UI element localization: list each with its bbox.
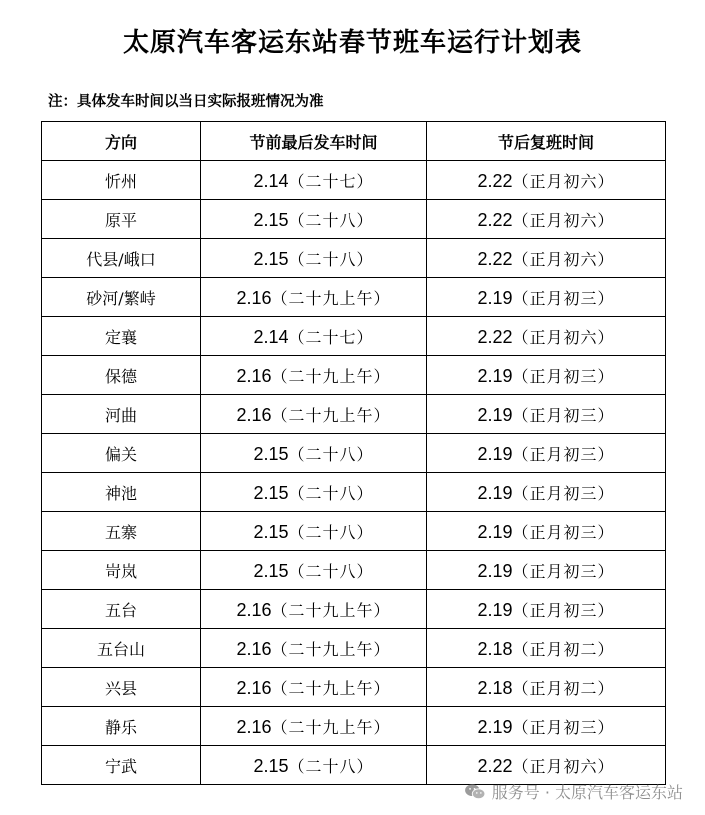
cell-last-departure bbox=[201, 200, 427, 239]
last-departure-date: 2.16 bbox=[236, 365, 272, 386]
cell-direction: 五台山 bbox=[42, 629, 201, 668]
last-departure-lunar: （二十九上午） bbox=[271, 600, 391, 620]
watermark-text: 服务号 · 太原汽车客运东站 bbox=[491, 783, 683, 802]
cell-last-departure bbox=[201, 317, 427, 356]
note-text: 注：具体发车时间以当日实际报班情况为准 bbox=[48, 93, 324, 110]
cell-last-departure bbox=[201, 746, 427, 785]
cell-last-departure bbox=[201, 629, 427, 668]
cell-direction: 五寨 bbox=[42, 512, 201, 551]
last-departure-date: 2.16 bbox=[236, 599, 272, 620]
last-departure-lunar: （二十八） bbox=[288, 756, 374, 776]
table-row bbox=[42, 356, 666, 395]
last-departure-date: 2.16 bbox=[236, 716, 272, 737]
resume-lunar: （正月初三） bbox=[512, 405, 615, 425]
resume-date: 2.19 bbox=[477, 443, 513, 464]
cell-last-departure bbox=[201, 395, 427, 434]
last-departure-lunar: （二十九上午） bbox=[271, 639, 391, 659]
table-row bbox=[42, 434, 666, 473]
cell-direction: 原平 bbox=[42, 200, 201, 239]
last-departure-date: 2.16 bbox=[236, 638, 272, 659]
table-row bbox=[42, 239, 666, 278]
watermark bbox=[464, 780, 683, 803]
cell-resume-time bbox=[427, 512, 666, 551]
cell-last-departure bbox=[201, 434, 427, 473]
last-departure-date: 2.15 bbox=[253, 443, 289, 464]
resume-lunar: （正月初三） bbox=[512, 288, 615, 308]
table-row bbox=[42, 161, 666, 200]
last-departure-lunar: （二十八） bbox=[288, 483, 374, 503]
last-departure-lunar: （二十九上午） bbox=[271, 288, 391, 308]
resume-date: 2.18 bbox=[477, 638, 513, 659]
cell-direction: 砂河/繁峙 bbox=[42, 278, 201, 317]
cell-last-departure bbox=[201, 239, 427, 278]
cell-direction: 神池 bbox=[42, 473, 201, 512]
last-departure-lunar: （二十九上午） bbox=[271, 366, 391, 386]
resume-lunar: （正月初三） bbox=[512, 366, 615, 386]
cell-resume-time bbox=[427, 317, 666, 356]
last-departure-date: 2.14 bbox=[253, 326, 289, 347]
cell-resume-time bbox=[427, 551, 666, 590]
schedule-table bbox=[41, 121, 666, 785]
cell-direction: 定襄 bbox=[42, 317, 201, 356]
resume-date: 2.19 bbox=[477, 365, 513, 386]
last-departure-date: 2.16 bbox=[236, 677, 272, 698]
cell-last-departure bbox=[201, 590, 427, 629]
last-departure-lunar: （二十九上午） bbox=[271, 717, 391, 737]
cell-direction: 河曲 bbox=[42, 395, 201, 434]
resume-date: 2.19 bbox=[477, 560, 513, 581]
cell-direction: 代县/峨口 bbox=[42, 239, 201, 278]
page-title: 太原汽车客运东站春节班车运行计划表 bbox=[122, 28, 582, 58]
cell-resume-time bbox=[427, 395, 666, 434]
cell-direction: 静乐 bbox=[42, 707, 201, 746]
table-row bbox=[42, 629, 666, 668]
last-departure-lunar: （二十九上午） bbox=[271, 405, 391, 425]
resume-date: 2.22 bbox=[477, 755, 513, 776]
resume-date: 2.19 bbox=[477, 599, 513, 620]
cell-last-departure bbox=[201, 473, 427, 512]
resume-lunar: （正月初六） bbox=[512, 249, 615, 269]
resume-date: 2.22 bbox=[477, 209, 513, 230]
resume-lunar: （正月初六） bbox=[512, 756, 615, 776]
last-departure-lunar: （二十八） bbox=[288, 210, 374, 230]
table-row bbox=[42, 473, 666, 512]
cell-resume-time bbox=[427, 668, 666, 707]
last-departure-date: 2.14 bbox=[253, 170, 289, 191]
cell-direction: 兴县 bbox=[42, 668, 201, 707]
resume-lunar: （正月初三） bbox=[512, 444, 615, 464]
header-direction: 方向 bbox=[42, 122, 201, 161]
cell-direction: 忻州 bbox=[42, 161, 201, 200]
cell-resume-time bbox=[427, 239, 666, 278]
resume-date: 2.22 bbox=[477, 248, 513, 269]
last-departure-date: 2.15 bbox=[253, 755, 289, 776]
table-row bbox=[42, 590, 666, 629]
cell-direction: 五台 bbox=[42, 590, 201, 629]
cell-resume-time bbox=[427, 590, 666, 629]
resume-date: 2.19 bbox=[477, 521, 513, 542]
cell-resume-time bbox=[427, 161, 666, 200]
cell-direction: 岢岚 bbox=[42, 551, 201, 590]
table-row bbox=[42, 551, 666, 590]
cell-resume-time bbox=[427, 434, 666, 473]
resume-date: 2.19 bbox=[477, 287, 513, 308]
cell-resume-time bbox=[427, 473, 666, 512]
table-row bbox=[42, 200, 666, 239]
table-body bbox=[42, 161, 666, 785]
cell-last-departure bbox=[201, 161, 427, 200]
last-departure-lunar: （二十九上午） bbox=[271, 678, 391, 698]
last-departure-lunar: （二十八） bbox=[288, 249, 374, 269]
resume-date: 2.22 bbox=[477, 326, 513, 347]
cell-resume-time bbox=[427, 356, 666, 395]
cell-resume-time bbox=[427, 629, 666, 668]
resume-date: 2.19 bbox=[477, 482, 513, 503]
table-row bbox=[42, 278, 666, 317]
cell-last-departure bbox=[201, 512, 427, 551]
resume-lunar: （正月初三） bbox=[512, 717, 615, 737]
last-departure-lunar: （二十八） bbox=[288, 561, 374, 581]
cell-resume-time bbox=[427, 707, 666, 746]
cell-last-departure bbox=[201, 668, 427, 707]
header-resume-time: 节后复班时间 bbox=[427, 122, 666, 161]
last-departure-date: 2.15 bbox=[253, 521, 289, 542]
resume-lunar: （正月初六） bbox=[512, 210, 615, 230]
resume-lunar: （正月初三） bbox=[512, 600, 615, 620]
cell-last-departure bbox=[201, 356, 427, 395]
resume-date: 2.19 bbox=[477, 716, 513, 737]
resume-lunar: （正月初六） bbox=[512, 171, 615, 191]
cell-last-departure bbox=[201, 707, 427, 746]
last-departure-date: 2.15 bbox=[253, 209, 289, 230]
cell-last-departure bbox=[201, 551, 427, 590]
cell-resume-time bbox=[427, 746, 666, 785]
last-departure-date: 2.15 bbox=[253, 482, 289, 503]
last-departure-date: 2.16 bbox=[236, 404, 272, 425]
table-row bbox=[42, 317, 666, 356]
resume-date: 2.19 bbox=[477, 404, 513, 425]
table-row bbox=[42, 746, 666, 785]
resume-lunar: （正月初二） bbox=[512, 639, 615, 659]
cell-direction: 偏关 bbox=[42, 434, 201, 473]
resume-date: 2.22 bbox=[477, 170, 513, 191]
cell-direction: 宁武 bbox=[42, 746, 201, 785]
resume-lunar: （正月初六） bbox=[512, 327, 615, 347]
resume-lunar: （正月初三） bbox=[512, 483, 615, 503]
last-departure-lunar: （二十七） bbox=[288, 171, 374, 191]
last-departure-date: 2.16 bbox=[236, 287, 272, 308]
wechat-icon bbox=[464, 783, 486, 801]
table-header-row bbox=[42, 122, 666, 161]
header-last-departure: 节前最后发车时间 bbox=[201, 122, 427, 161]
resume-lunar: （正月初三） bbox=[512, 561, 615, 581]
cell-resume-time bbox=[427, 200, 666, 239]
last-departure-date: 2.15 bbox=[253, 560, 289, 581]
last-departure-lunar: （二十八） bbox=[288, 444, 374, 464]
resume-lunar: （正月初三） bbox=[512, 522, 615, 542]
cell-direction: 保德 bbox=[42, 356, 201, 395]
table-row bbox=[42, 668, 666, 707]
table-row bbox=[42, 512, 666, 551]
last-departure-lunar: （二十八） bbox=[288, 522, 374, 542]
cell-resume-time bbox=[427, 278, 666, 317]
last-departure-lunar: （二十七） bbox=[288, 327, 374, 347]
last-departure-date: 2.15 bbox=[253, 248, 289, 269]
resume-date: 2.18 bbox=[477, 677, 513, 698]
table-row bbox=[42, 395, 666, 434]
table-row bbox=[42, 707, 666, 746]
resume-lunar: （正月初二） bbox=[512, 678, 615, 698]
cell-last-departure bbox=[201, 278, 427, 317]
